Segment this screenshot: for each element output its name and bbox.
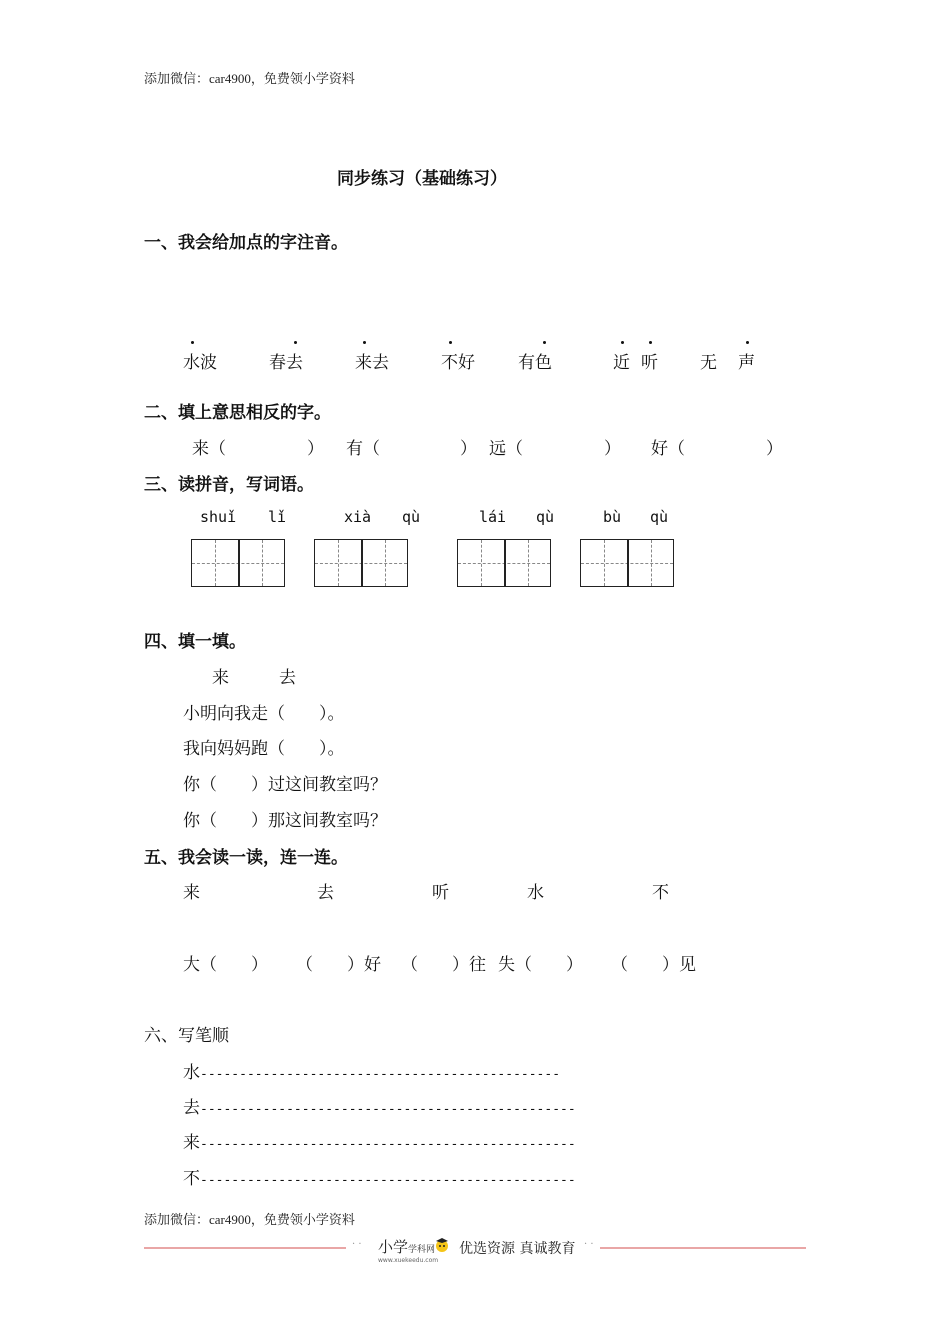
dotted-char: 近 [613, 348, 630, 373]
stroke-row-1 [183, 1058, 560, 1083]
logo-text: 小学 [378, 1238, 409, 1256]
pinyin-li: lǐ [268, 508, 287, 526]
match-top-3: 听 [432, 883, 449, 903]
stroke-row-4 [183, 1164, 576, 1189]
stroke-row-2 [183, 1093, 576, 1118]
word-4 [441, 348, 475, 373]
dotted-char: 声 [738, 348, 755, 373]
stroke-dash-line: ------------------------------------------------ [200, 1102, 576, 1117]
pinyin-shui: shuǐ [200, 508, 237, 526]
section4-heading: 四、填一填。 [144, 632, 246, 652]
fill-line-3: 你（ ）过这间教室吗？ [183, 775, 387, 795]
section6-heading: 六、写笔顺 [144, 1026, 229, 1046]
dotted-char: 听 [641, 348, 658, 373]
pinyin-qu-3: qù [650, 508, 669, 526]
header-note: 添加微信：car4900，免费领小学资料 [144, 71, 355, 86]
section1-heading: 一、我会给加点的字注音。 [144, 233, 348, 253]
antonym-1-open: 来（ [192, 439, 226, 459]
match-bottom-3: （ ）往 [401, 955, 486, 975]
stroke-dash-line: ------------------------------------------------ [200, 1173, 576, 1188]
writing-grid-4[interactable] [580, 539, 674, 587]
pinyin-bu: bù [603, 508, 622, 526]
logo-small: 学科网 [408, 1245, 436, 1255]
dotted-char: 色 [535, 348, 552, 373]
footer-dots-left: · · [352, 1239, 362, 1250]
antonym-2-close: ） [460, 439, 477, 459]
page-title: 同步练习（基础练习） [337, 169, 507, 189]
word-8 [700, 348, 717, 373]
pinyin-qu-1: qù [402, 508, 421, 526]
plain-char: 好 [458, 353, 475, 373]
match-top-5: 不 [652, 883, 669, 903]
footer-dots-right: · · [584, 1239, 594, 1250]
dotted-char: 水 [183, 348, 200, 373]
footer-line-right [600, 1247, 806, 1249]
pinyin-xia: xià [344, 508, 372, 526]
option-qu: 去 [279, 668, 296, 688]
match-bottom-1: 大（ ） [183, 955, 268, 975]
antonym-4-close: ） [766, 439, 783, 459]
word-9 [738, 348, 755, 373]
word-6 [613, 348, 630, 373]
dotted-char: 来 [355, 348, 372, 373]
antonym-1-close: ） [307, 439, 324, 459]
match-top-1: 来 [183, 883, 200, 903]
stroke-dash-line: ---------------------------------------------- [200, 1067, 561, 1082]
writing-grid-2[interactable] [314, 539, 408, 587]
plain-char: 去 [372, 353, 389, 373]
antonym-4-open: 好（ [651, 439, 685, 459]
antonym-3-close: ） [604, 439, 621, 459]
pinyin-qu-2: qù [536, 508, 555, 526]
match-top-2: 去 [317, 883, 334, 903]
section5-heading: 五、我会读一读，连一连。 [144, 848, 348, 868]
fill-line-4: 你（ ）那这间教室吗？ [183, 811, 387, 831]
footer-line-left [144, 1247, 346, 1249]
option-lai: 来 [212, 668, 229, 688]
plain-char: 无 [700, 353, 717, 373]
plain-char: 有 [518, 353, 535, 373]
antonym-3-open: 远（ [489, 439, 523, 459]
footer-logo [378, 1236, 449, 1264]
dotted-char: 去 [286, 348, 303, 373]
match-bottom-2: （ ）好 [296, 955, 381, 975]
word-1 [183, 348, 217, 373]
stroke-dash-line: ------------------------------------------------ [200, 1137, 576, 1152]
stroke-char: 水 [183, 1063, 200, 1083]
logo-url: www.xuekeedu.com [378, 1257, 439, 1264]
word-5 [518, 348, 552, 373]
pinyin-lai: lái [479, 508, 507, 526]
dotted-char: 不 [441, 348, 458, 373]
match-top-4: 水 [527, 883, 544, 903]
footer-slogan: 优选资源 真诚教育 [459, 1241, 576, 1257]
stroke-char: 不 [183, 1169, 200, 1189]
stroke-row-3 [183, 1128, 576, 1153]
stroke-char: 去 [183, 1098, 200, 1118]
match-bottom-5: （ ）见 [611, 955, 696, 975]
word-3 [355, 348, 389, 373]
word-7 [641, 348, 658, 373]
plain-char: 波 [200, 353, 217, 373]
section2-heading: 二、填上意思相反的字。 [144, 403, 331, 423]
section3-heading: 三、读拼音，写词语。 [144, 475, 314, 495]
stroke-char: 来 [183, 1133, 200, 1153]
fill-line-2: 我向妈妈跑（ ）。 [183, 739, 345, 759]
plain-char: 春 [269, 353, 286, 373]
logo-mascot-icon [435, 1238, 449, 1254]
word-2 [269, 348, 303, 373]
antonym-2-open: 有（ [346, 439, 380, 459]
match-bottom-4: 失（ ） [498, 955, 583, 975]
writing-grid-3[interactable] [457, 539, 551, 587]
fill-line-1: 小明向我走（ ）。 [183, 704, 345, 724]
writing-grid-1[interactable] [191, 539, 285, 587]
footer-note: 添加微信：car4900，免费领小学资料 [144, 1212, 355, 1227]
